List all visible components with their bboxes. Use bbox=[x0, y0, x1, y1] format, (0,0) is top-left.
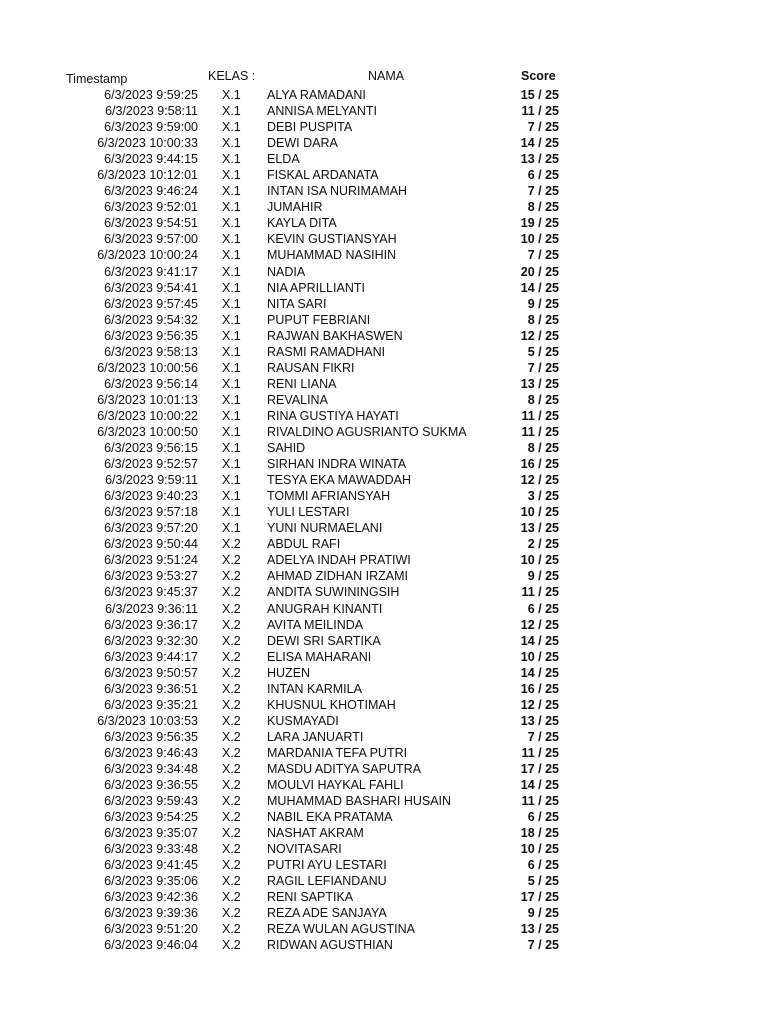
score-cell: 3 / 25 bbox=[527, 489, 559, 504]
kelas-cell: X.1 bbox=[222, 457, 241, 472]
table-row bbox=[0, 584, 768, 600]
timestamp-cell: 6/3/2023 10:00:22 bbox=[97, 408, 198, 423]
table-row bbox=[0, 649, 768, 665]
kelas-cell: X.1 bbox=[222, 521, 241, 536]
table-row bbox=[0, 793, 768, 809]
kelas-cell: X.1 bbox=[222, 136, 241, 151]
timestamp-cell: 6/3/2023 9:56:35 bbox=[104, 328, 198, 343]
timestamp-cell: 6/3/2023 9:36:55 bbox=[104, 778, 198, 793]
kelas-cell: X.1 bbox=[222, 152, 241, 167]
table-row bbox=[0, 504, 768, 520]
score-cell: 6 / 25 bbox=[527, 858, 559, 873]
score-cell: 12 / 25 bbox=[520, 328, 559, 343]
table-row bbox=[0, 633, 768, 649]
kelas-cell: X.2 bbox=[222, 826, 241, 841]
score-cell: 10 / 25 bbox=[520, 505, 559, 520]
table-row bbox=[0, 841, 768, 857]
timestamp-cell: 6/3/2023 9:57:45 bbox=[104, 296, 198, 311]
timestamp-cell: 6/3/2023 9:57:18 bbox=[104, 505, 198, 520]
timestamp-cell: 6/3/2023 9:39:36 bbox=[104, 906, 198, 921]
kelas-cell: X.1 bbox=[222, 200, 241, 215]
timestamp-cell: 6/3/2023 9:53:27 bbox=[104, 569, 198, 584]
kelas-cell: X.1 bbox=[222, 232, 241, 247]
table-row bbox=[0, 697, 768, 713]
table-row bbox=[0, 745, 768, 761]
nama-cell: RAGIL LEFIANDANU bbox=[267, 874, 387, 889]
timestamp-cell: 6/3/2023 9:56:15 bbox=[104, 441, 198, 456]
nama-cell: ELISA MAHARANI bbox=[267, 649, 372, 664]
table-row bbox=[0, 87, 768, 103]
nama-cell: MARDANIA TEFA PUTRI bbox=[267, 745, 408, 760]
timestamp-cell: 6/3/2023 9:54:25 bbox=[104, 810, 198, 825]
table-row bbox=[0, 344, 768, 360]
kelas-cell: X.2 bbox=[222, 697, 241, 712]
nama-cell: PUTRI AYU LESTARI bbox=[267, 858, 387, 873]
timestamp-cell: 6/3/2023 9:52:01 bbox=[104, 200, 198, 215]
timestamp-cell: 6/3/2023 9:46:04 bbox=[104, 938, 198, 953]
table-row bbox=[0, 536, 768, 552]
table-row bbox=[0, 665, 768, 681]
table-row bbox=[0, 777, 768, 793]
nama-cell: YUNI NURMAELANI bbox=[267, 521, 383, 536]
score-cell: 11 / 25 bbox=[521, 104, 559, 119]
table-row bbox=[0, 857, 768, 873]
kelas-cell: X.2 bbox=[222, 585, 241, 600]
score-cell: 9 / 25 bbox=[527, 569, 559, 584]
kelas-cell: X.1 bbox=[222, 408, 241, 423]
score-cell: 2 / 25 bbox=[527, 537, 559, 552]
nama-cell: INTAN KARMILA bbox=[267, 681, 362, 696]
nama-cell: MUHAMMAD BASHARI HUSAIN bbox=[267, 794, 452, 809]
kelas-cell: X.2 bbox=[222, 922, 241, 937]
table-body bbox=[0, 87, 768, 954]
nama-cell: ANUGRAH KINANTI bbox=[267, 601, 383, 616]
score-cell: 10 / 25 bbox=[520, 553, 559, 568]
score-cell: 13 / 25 bbox=[520, 376, 559, 391]
score-cell: 13 / 25 bbox=[520, 152, 559, 167]
kelas-cell: X.2 bbox=[222, 761, 241, 776]
nama-cell: PUPUT FEBRIANI bbox=[267, 312, 371, 327]
table-row bbox=[0, 135, 768, 151]
table-row bbox=[0, 729, 768, 745]
score-cell: 7 / 25 bbox=[527, 938, 559, 953]
nama-cell: RIDWAN AGUSTHIAN bbox=[267, 938, 393, 953]
score-cell: 8 / 25 bbox=[527, 392, 559, 407]
table-row bbox=[0, 440, 768, 456]
nama-cell: LARA JANUARTI bbox=[267, 729, 364, 744]
score-cell: 5 / 25 bbox=[527, 344, 559, 359]
table-row bbox=[0, 215, 768, 231]
nama-cell: DEBI PUSPITA bbox=[267, 120, 353, 135]
timestamp-cell: 6/3/2023 9:40:23 bbox=[104, 489, 198, 504]
kelas-cell: X.2 bbox=[222, 665, 241, 680]
timestamp-cell: 6/3/2023 9:54:51 bbox=[104, 216, 198, 231]
nama-cell: RINA GUSTIYA HAYATI bbox=[267, 408, 399, 423]
score-cell: 12 / 25 bbox=[520, 473, 559, 488]
timestamp-cell: 6/3/2023 10:12:01 bbox=[97, 168, 198, 183]
score-cell: 7 / 25 bbox=[527, 729, 559, 744]
table-row bbox=[0, 119, 768, 135]
kelas-cell: X.2 bbox=[222, 842, 241, 857]
table-row bbox=[0, 264, 768, 280]
timestamp-cell: 6/3/2023 9:59:43 bbox=[104, 794, 198, 809]
kelas-cell: X.2 bbox=[222, 569, 241, 584]
kelas-cell: X.1 bbox=[222, 168, 241, 183]
timestamp-cell: 6/3/2023 9:59:00 bbox=[104, 120, 198, 135]
kelas-cell: X.2 bbox=[222, 906, 241, 921]
nama-cell: SAHID bbox=[267, 441, 306, 456]
table-row bbox=[0, 183, 768, 199]
kelas-cell: X.2 bbox=[222, 778, 241, 793]
timestamp-cell: 6/3/2023 9:46:24 bbox=[104, 184, 198, 199]
score-cell: 13 / 25 bbox=[520, 922, 559, 937]
table-row bbox=[0, 424, 768, 440]
nama-cell: RAJWAN BAKHASWEN bbox=[267, 328, 403, 343]
kelas-cell: X.1 bbox=[222, 312, 241, 327]
timestamp-cell: 6/3/2023 10:00:24 bbox=[97, 248, 198, 263]
nama-cell: REVALINA bbox=[267, 392, 328, 407]
timestamp-cell: 6/3/2023 9:35:21 bbox=[104, 697, 198, 712]
score-cell: 18 / 25 bbox=[520, 826, 559, 841]
timestamp-cell: 6/3/2023 9:57:00 bbox=[104, 232, 198, 247]
nama-cell: AVITA MEILINDA bbox=[267, 617, 364, 632]
nama-cell: HUZEN bbox=[267, 665, 311, 680]
score-cell: 12 / 25 bbox=[520, 697, 559, 712]
timestamp-cell: 6/3/2023 9:44:15 bbox=[104, 152, 198, 167]
table-row bbox=[0, 199, 768, 215]
timestamp-cell: 6/3/2023 9:41:45 bbox=[104, 858, 198, 873]
nama-cell: AHMAD ZIDHAN IRZAMI bbox=[267, 569, 408, 584]
score-cell: 16 / 25 bbox=[520, 681, 559, 696]
table-row bbox=[0, 247, 768, 263]
nama-cell: RENI LIANA bbox=[267, 376, 337, 391]
timestamp-cell: 6/3/2023 9:59:11 bbox=[105, 473, 198, 488]
timestamp-cell: 6/3/2023 9:58:13 bbox=[104, 344, 198, 359]
kelas-cell: X.1 bbox=[222, 376, 241, 391]
score-cell: 8 / 25 bbox=[527, 441, 559, 456]
timestamp-cell: 6/3/2023 9:32:30 bbox=[104, 633, 198, 648]
table-row bbox=[0, 552, 768, 568]
score-cell: 11 / 25 bbox=[521, 585, 559, 600]
table-row bbox=[0, 905, 768, 921]
nama-cell: ELDA bbox=[267, 152, 300, 167]
timestamp-cell: 6/3/2023 9:41:17 bbox=[104, 264, 198, 279]
nama-cell: ANDITA SUWININGSIH bbox=[267, 585, 400, 600]
score-cell: 16 / 25 bbox=[520, 457, 559, 472]
kelas-cell: X.2 bbox=[222, 553, 241, 568]
timestamp-cell: 6/3/2023 9:36:51 bbox=[104, 681, 198, 696]
score-cell: 14 / 25 bbox=[520, 633, 559, 648]
table-row bbox=[0, 296, 768, 312]
kelas-cell: X.1 bbox=[222, 264, 241, 279]
score-cell: 9 / 25 bbox=[527, 296, 559, 311]
header-kelas: KELAS : bbox=[208, 69, 256, 83]
kelas-cell: X.1 bbox=[222, 424, 241, 439]
nama-cell: NASHAT AKRAM bbox=[267, 826, 364, 841]
kelas-cell: X.1 bbox=[222, 489, 241, 504]
score-cell: 10 / 25 bbox=[520, 232, 559, 247]
kelas-cell: X.2 bbox=[222, 601, 241, 616]
timestamp-cell: 6/3/2023 9:45:37 bbox=[104, 585, 198, 600]
score-cell: 6 / 25 bbox=[527, 810, 559, 825]
score-cell: 12 / 25 bbox=[520, 617, 559, 632]
timestamp-cell: 6/3/2023 9:35:07 bbox=[104, 826, 198, 841]
score-cell: 11 / 25 bbox=[521, 424, 559, 439]
score-cell: 5 / 25 bbox=[527, 874, 559, 889]
kelas-cell: X.1 bbox=[222, 441, 241, 456]
nama-cell: JUMAHIR bbox=[267, 200, 323, 215]
kelas-cell: X.1 bbox=[222, 392, 241, 407]
timestamp-cell: 6/3/2023 9:42:36 bbox=[104, 890, 198, 905]
score-cell: 17 / 25 bbox=[520, 761, 559, 776]
timestamp-cell: 6/3/2023 9:56:14 bbox=[104, 376, 198, 391]
header-score: Score bbox=[521, 69, 556, 83]
score-cell: 10 / 25 bbox=[520, 842, 559, 857]
score-cell: 7 / 25 bbox=[527, 360, 559, 375]
nama-cell: NADIA bbox=[267, 264, 306, 279]
timestamp-cell: 6/3/2023 10:00:50 bbox=[97, 424, 198, 439]
table-row bbox=[0, 408, 768, 424]
table-row bbox=[0, 937, 768, 953]
kelas-cell: X.2 bbox=[222, 713, 241, 728]
nama-cell: KHUSNUL KHOTIMAH bbox=[267, 697, 396, 712]
table-row bbox=[0, 873, 768, 889]
table-row bbox=[0, 360, 768, 376]
score-cell: 20 / 25 bbox=[520, 264, 559, 279]
header-nama: NAMA bbox=[368, 69, 405, 83]
kelas-cell: X.1 bbox=[222, 280, 241, 295]
table-row bbox=[0, 376, 768, 392]
nama-cell: RIVALDINO AGUSRIANTO SUKMA bbox=[267, 424, 467, 439]
nama-cell: MASDU ADITYA SAPUTRA bbox=[267, 761, 421, 776]
score-cell: 13 / 25 bbox=[520, 521, 559, 536]
kelas-cell: X.2 bbox=[222, 890, 241, 905]
kelas-cell: X.1 bbox=[222, 88, 241, 102]
nama-cell: ANNISA MELYANTI bbox=[267, 104, 377, 119]
nama-cell: KEVIN GUSTIANSYAH bbox=[267, 232, 397, 247]
score-cell: 13 / 25 bbox=[520, 713, 559, 728]
nama-cell: DEWI DARA bbox=[267, 136, 338, 151]
table-row bbox=[0, 617, 768, 633]
nama-cell: NABIL EKA PRATAMA bbox=[267, 810, 393, 825]
nama-cell: SIRHAN INDRA WINATA bbox=[267, 457, 407, 472]
score-cell: 6 / 25 bbox=[527, 168, 559, 183]
kelas-cell: X.1 bbox=[222, 328, 241, 343]
kelas-cell: X.2 bbox=[222, 633, 241, 648]
timestamp-cell: 6/3/2023 9:46:43 bbox=[104, 745, 198, 760]
timestamp-cell: 6/3/2023 9:54:41 bbox=[104, 280, 198, 295]
timestamp-cell: 6/3/2023 9:51:20 bbox=[104, 922, 198, 937]
score-cell: 8 / 25 bbox=[527, 312, 559, 327]
nama-cell: ADELYA INDAH PRATIWI bbox=[267, 553, 411, 568]
timestamp-cell: 6/3/2023 9:50:44 bbox=[104, 537, 198, 552]
kelas-cell: X.1 bbox=[222, 184, 241, 199]
kelas-cell: X.2 bbox=[222, 874, 241, 889]
timestamp-cell: 6/3/2023 9:57:20 bbox=[104, 521, 198, 536]
score-cell: 14 / 25 bbox=[520, 136, 559, 151]
kelas-cell: X.1 bbox=[222, 344, 241, 359]
table-row bbox=[0, 456, 768, 472]
nama-cell: ABDUL RAFI bbox=[267, 537, 341, 552]
nama-cell: ALYA RAMADANI bbox=[267, 88, 366, 102]
table-row bbox=[0, 568, 768, 584]
kelas-cell: X.2 bbox=[222, 729, 241, 744]
timestamp-cell: 6/3/2023 9:52:57 bbox=[104, 457, 198, 472]
score-cell: 8 / 25 bbox=[527, 200, 559, 215]
timestamp-cell: 6/3/2023 9:34:48 bbox=[104, 761, 198, 776]
score-cell: 10 / 25 bbox=[520, 649, 559, 664]
kelas-cell: X.1 bbox=[222, 216, 241, 231]
table-row bbox=[0, 520, 768, 536]
table-row bbox=[0, 167, 768, 183]
nama-cell: DEWI SRI SARTIKA bbox=[267, 633, 381, 648]
nama-cell: MUHAMMAD NASIHIN bbox=[267, 248, 397, 263]
table-row bbox=[0, 103, 768, 119]
table-row bbox=[0, 231, 768, 247]
score-cell: 19 / 25 bbox=[520, 216, 559, 231]
nama-cell: TOMMI AFRIANSYAH bbox=[267, 489, 391, 504]
timestamp-cell: 6/3/2023 9:36:11 bbox=[105, 601, 198, 616]
nama-cell: KAYLA DITA bbox=[267, 216, 337, 231]
table-row bbox=[0, 328, 768, 344]
table-row bbox=[0, 280, 768, 296]
timestamp-cell: 6/3/2023 9:51:24 bbox=[104, 553, 198, 568]
score-cell: 14 / 25 bbox=[520, 665, 559, 680]
score-cell: 7 / 25 bbox=[527, 248, 559, 263]
score-cell: 15 / 25 bbox=[520, 88, 559, 102]
score-cell: 14 / 25 bbox=[520, 280, 559, 295]
score-cell: 14 / 25 bbox=[520, 778, 559, 793]
timestamp-cell: 6/3/2023 9:35:06 bbox=[104, 874, 198, 889]
kelas-cell: X.1 bbox=[222, 473, 241, 488]
table-row bbox=[0, 889, 768, 905]
kelas-cell: X.1 bbox=[222, 360, 241, 375]
nama-cell: RAUSAN FIKRI bbox=[267, 360, 355, 375]
table-row bbox=[0, 681, 768, 697]
kelas-cell: X.2 bbox=[222, 938, 241, 953]
score-cell: 11 / 25 bbox=[521, 794, 559, 809]
timestamp-cell: 6/3/2023 10:00:56 bbox=[97, 360, 198, 375]
nama-cell: NITA SARI bbox=[267, 296, 327, 311]
kelas-cell: X.2 bbox=[222, 617, 241, 632]
nama-cell: FISKAL ARDANATA bbox=[267, 168, 379, 183]
nama-cell: NIA APRILLIANTI bbox=[267, 280, 365, 295]
header-timestamp: Timestamp bbox=[66, 72, 128, 86]
table-row bbox=[0, 601, 768, 617]
timestamp-cell: 6/3/2023 9:56:35 bbox=[104, 729, 198, 744]
table-row bbox=[0, 713, 768, 729]
score-cell: 17 / 25 bbox=[520, 890, 559, 905]
table-row bbox=[0, 761, 768, 777]
table-row bbox=[0, 392, 768, 408]
table-row bbox=[0, 921, 768, 937]
timestamp-cell: 6/3/2023 10:03:53 bbox=[97, 713, 198, 728]
nama-cell: YULI LESTARI bbox=[267, 505, 350, 520]
kelas-cell: X.1 bbox=[222, 120, 241, 135]
kelas-cell: X.2 bbox=[222, 681, 241, 696]
timestamp-cell: 6/3/2023 9:59:25 bbox=[104, 88, 198, 102]
kelas-cell: X.1 bbox=[222, 505, 241, 520]
kelas-cell: X.2 bbox=[222, 649, 241, 664]
score-cell: 6 / 25 bbox=[527, 601, 559, 616]
nama-cell: REZA ADE SANJAYA bbox=[267, 906, 387, 921]
kelas-cell: X.2 bbox=[222, 794, 241, 809]
kelas-cell: X.2 bbox=[222, 745, 241, 760]
timestamp-cell: 6/3/2023 9:33:48 bbox=[104, 842, 198, 857]
nama-cell: KUSMAYADI bbox=[267, 713, 339, 728]
nama-cell: RASMI RAMADHANI bbox=[267, 344, 386, 359]
timestamp-cell: 6/3/2023 9:50:57 bbox=[104, 665, 198, 680]
timestamp-cell: 6/3/2023 10:00:33 bbox=[97, 136, 198, 151]
kelas-cell: X.2 bbox=[222, 810, 241, 825]
timestamp-cell: 6/3/2023 10:01:13 bbox=[97, 392, 198, 407]
score-cell: 11 / 25 bbox=[521, 408, 559, 423]
score-cell: 11 / 25 bbox=[521, 745, 559, 760]
table-row bbox=[0, 809, 768, 825]
nama-cell: RENI SAPTIKA bbox=[267, 890, 354, 905]
score-cell: 9 / 25 bbox=[527, 906, 559, 921]
timestamp-cell: 6/3/2023 9:36:17 bbox=[104, 617, 198, 632]
kelas-cell: X.1 bbox=[222, 248, 241, 263]
score-cell: 7 / 25 bbox=[527, 120, 559, 135]
nama-cell: TESYA EKA MAWADDAH bbox=[267, 473, 412, 488]
nama-cell: MOULVI HAYKAL FAHLI bbox=[267, 778, 404, 793]
kelas-cell: X.1 bbox=[222, 296, 241, 311]
score-cell: 7 / 25 bbox=[527, 184, 559, 199]
timestamp-cell: 6/3/2023 9:44:17 bbox=[104, 649, 198, 664]
timestamp-cell: 6/3/2023 9:54:32 bbox=[104, 312, 198, 327]
kelas-cell: X.2 bbox=[222, 537, 241, 552]
nama-cell: INTAN ISA NURIMAMAH bbox=[267, 184, 408, 199]
nama-cell: REZA WULAN AGUSTINA bbox=[267, 922, 415, 937]
kelas-cell: X.2 bbox=[222, 858, 241, 873]
table-row bbox=[0, 488, 768, 504]
kelas-cell: X.1 bbox=[222, 104, 241, 119]
table-row bbox=[0, 151, 768, 167]
table-row bbox=[0, 825, 768, 841]
nama-cell: NOVITASARI bbox=[267, 842, 342, 857]
table-row bbox=[0, 472, 768, 488]
timestamp-cell: 6/3/2023 9:58:11 bbox=[105, 104, 198, 119]
table-row bbox=[0, 312, 768, 328]
